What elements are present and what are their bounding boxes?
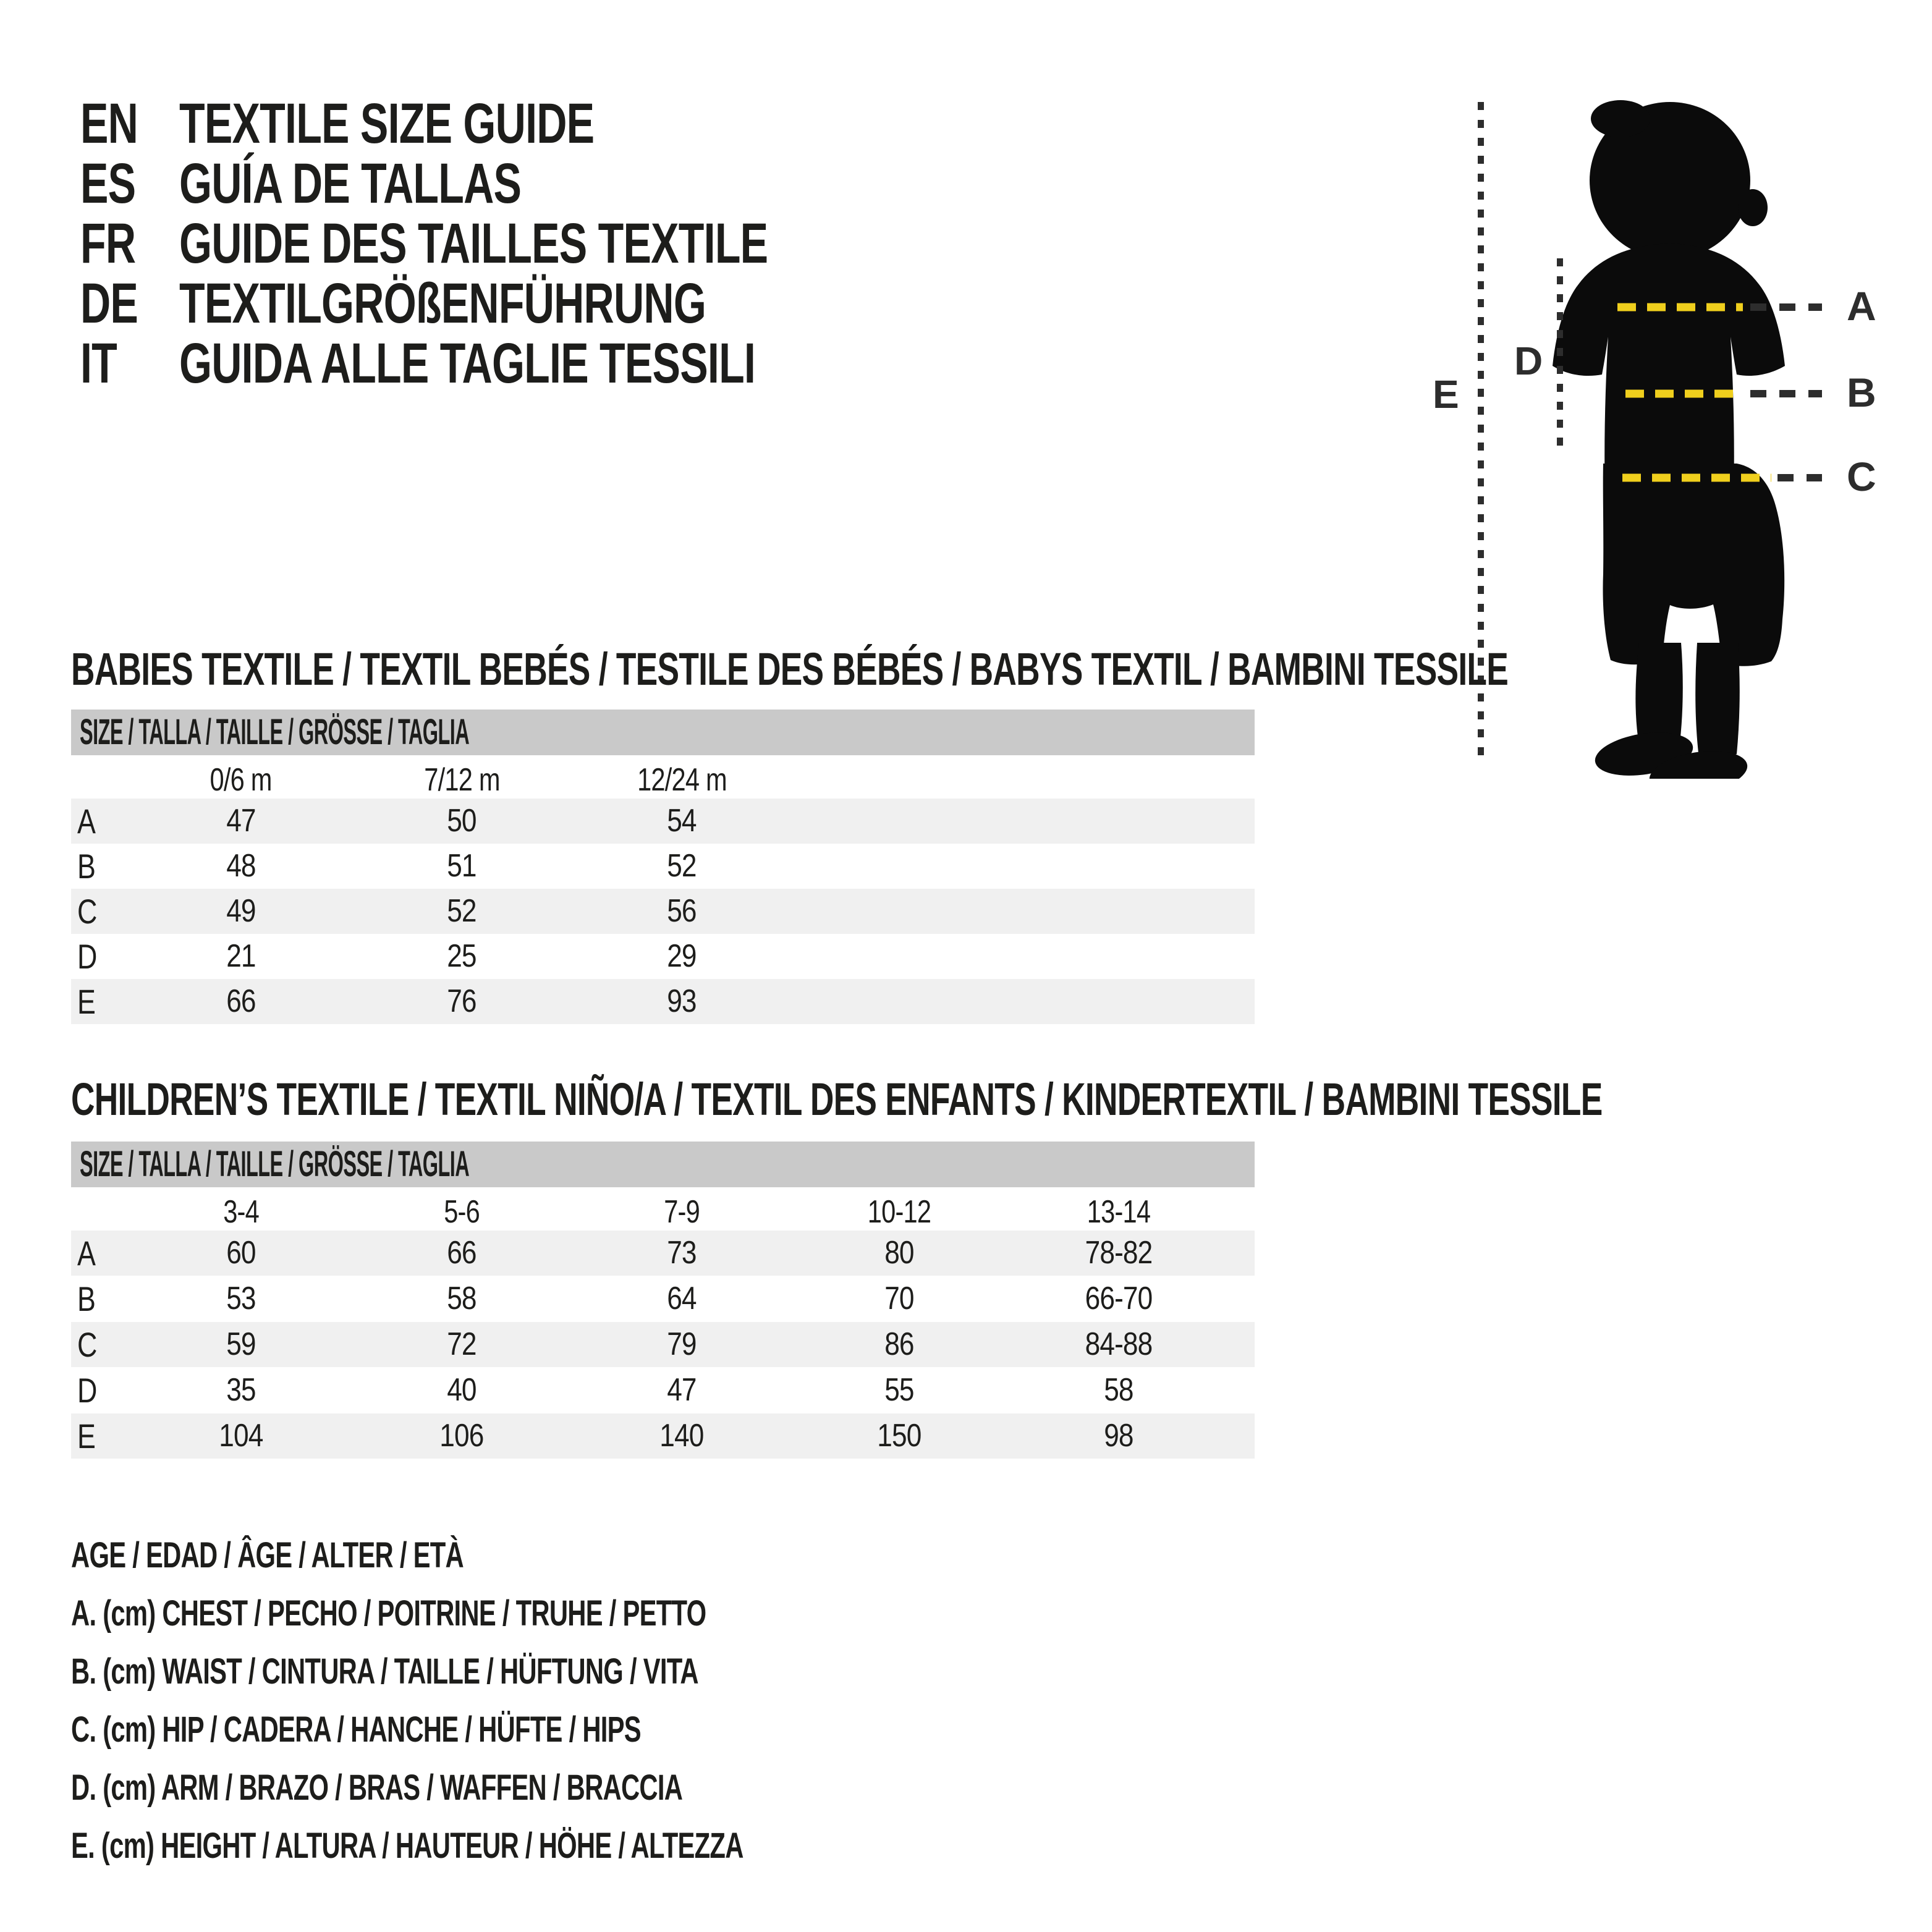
lang-title-es: GUÍA DE TALLAS <box>179 152 522 215</box>
cell-value: 40 <box>447 1372 477 1408</box>
table-row <box>71 1322 1255 1367</box>
cell-value: 50 <box>447 803 477 839</box>
cell-value: 25 <box>447 938 477 974</box>
table-row <box>71 844 1255 889</box>
lang-row-fr <box>80 214 1007 274</box>
cell-value: 140 <box>659 1418 704 1454</box>
cell-value: 86 <box>884 1326 914 1362</box>
lang-row-it <box>80 334 1007 394</box>
table-row <box>71 1231 1255 1276</box>
cell-value: 72 <box>447 1326 477 1362</box>
measure-label-b: B <box>1847 370 1876 415</box>
lang-row-en <box>80 94 1007 154</box>
legend-chest: A. (cm) CHEST / PECHO / POITRINE / TRUHE / PETTO <box>71 1593 706 1633</box>
row-label: A <box>77 1234 96 1273</box>
measure-label-c: C <box>1847 454 1876 499</box>
children-col-0: 3-4 <box>223 1194 259 1230</box>
table-row <box>71 1368 1255 1413</box>
children-size-header: SIZE / TALLA / TAILLE / GRÖSSE / TAGLIA <box>80 1144 470 1184</box>
children-col-3: 10-12 <box>867 1194 931 1230</box>
babies-column-header-row <box>71 761 1255 799</box>
lang-row-es <box>80 154 1007 214</box>
table-row <box>71 934 1255 979</box>
children-section-title-wrap <box>71 1074 1932 1125</box>
children-col-1: 5-6 <box>444 1194 480 1230</box>
cell-value: 78-82 <box>1085 1235 1153 1271</box>
row-label: C <box>77 892 97 931</box>
lang-code-en: EN <box>80 92 138 155</box>
babies-size-header: SIZE / TALLA / TAILLE / GRÖSSE / TAGLIA <box>80 712 470 752</box>
cell-value: 47 <box>226 803 256 839</box>
cell-value: 52 <box>667 848 697 884</box>
legend-hip: C. (cm) HIP / CADERA / HANCHE / HÜFTE / HIPS <box>71 1710 641 1750</box>
lang-title-it: GUIDA ALLE TAGLIE TESSILI <box>179 332 756 395</box>
table-row <box>71 1276 1255 1321</box>
legend-age: AGE / EDAD / ÂGE / ALTER / ETÀ <box>71 1535 464 1575</box>
row-label: B <box>77 847 96 886</box>
measure-label-e: E <box>1433 372 1459 417</box>
row-label: E <box>77 982 96 1021</box>
lang-code-fr: FR <box>80 212 136 275</box>
row-label: C <box>77 1325 97 1364</box>
cell-value: 58 <box>1104 1372 1133 1408</box>
cell-value: 52 <box>447 893 477 929</box>
cell-value: 58 <box>447 1281 477 1316</box>
cell-value: 106 <box>439 1418 484 1454</box>
row-label: D <box>77 937 97 976</box>
cell-value: 54 <box>667 803 697 839</box>
cell-value: 29 <box>667 938 697 974</box>
children-column-header-row <box>71 1193 1255 1231</box>
legend-height: E. (cm) HEIGHT / ALTURA / HAUTEUR / HÖHE / ALTEZZA <box>71 1826 744 1866</box>
babies-col-0: 0/6 m <box>210 762 273 798</box>
cell-value: 55 <box>884 1372 914 1408</box>
children-size-header-bar <box>71 1142 1255 1187</box>
children-col-2: 7-9 <box>664 1194 700 1230</box>
cell-value: 66 <box>447 1235 477 1271</box>
cell-value: 79 <box>667 1326 697 1362</box>
cell-value: 66 <box>226 983 256 1019</box>
row-label: D <box>77 1371 97 1410</box>
babies-size-header-bar <box>71 710 1255 755</box>
cell-value: 150 <box>877 1418 922 1454</box>
cell-value: 47 <box>667 1372 697 1408</box>
row-label: E <box>77 1417 96 1455</box>
lang-title-de: TEXTILGRÖßENFÜHRUNG <box>179 272 706 335</box>
lang-title-en: TEXTILE SIZE GUIDE <box>179 92 595 155</box>
cell-value: 80 <box>884 1235 914 1271</box>
measure-label-a: A <box>1847 283 1876 329</box>
cell-value: 64 <box>667 1281 697 1316</box>
cell-value: 104 <box>219 1418 263 1454</box>
children-section-title: CHILDREN’S TEXTILE / TEXTIL NIÑO/A / TEXTIL DES ENFANTS / KINDERTEXTIL / BAMBINI TESSILE <box>71 1074 1603 1125</box>
lang-code-de: DE <box>80 272 138 335</box>
babies-section-title-wrap <box>71 643 1932 695</box>
table-row <box>71 979 1255 1024</box>
cell-value: 73 <box>667 1235 697 1271</box>
legend-arm: D. (cm) ARM / BRAZO / BRAS / WAFFEN / BRACCIA <box>71 1768 683 1808</box>
legend-waist: B. (cm) WAIST / CINTURA / TAILLE / HÜFTUNG / VITA <box>71 1651 698 1692</box>
cell-value: 35 <box>226 1372 256 1408</box>
cell-value: 59 <box>226 1326 256 1362</box>
row-label: B <box>77 1279 96 1318</box>
row-label: A <box>77 802 96 841</box>
cell-value: 93 <box>667 983 697 1019</box>
cell-value: 66-70 <box>1085 1281 1153 1316</box>
lang-row-de <box>80 274 1007 334</box>
table-row <box>71 799 1255 844</box>
cell-value: 60 <box>226 1235 256 1271</box>
cell-value: 84-88 <box>1085 1326 1153 1362</box>
cell-value: 51 <box>447 848 477 884</box>
lang-code-it: IT <box>80 332 117 395</box>
cell-value: 76 <box>447 983 477 1019</box>
babies-col-1: 7/12 m <box>423 762 500 798</box>
babies-section-title: BABIES TEXTILE / TEXTIL BEBÉS / TESTILE DES BÉBÉS / BABYS TEXTIL / BAMBINI TESSILE <box>71 643 1509 695</box>
table-row <box>71 889 1255 934</box>
measure-label-d: D <box>1514 339 1543 383</box>
cell-value: 48 <box>226 848 256 884</box>
lang-title-fr: GUIDE DES TAILLES TEXTILE <box>179 212 768 275</box>
cell-value: 98 <box>1104 1418 1133 1454</box>
cell-value: 21 <box>226 938 256 974</box>
table-row <box>71 1413 1255 1459</box>
cell-value: 49 <box>226 893 256 929</box>
children-col-4: 13-14 <box>1087 1194 1151 1230</box>
cell-value: 53 <box>226 1281 256 1316</box>
cell-value: 70 <box>884 1281 914 1316</box>
lang-code-es: ES <box>80 152 136 215</box>
babies-col-2: 12/24 m <box>637 762 727 798</box>
cell-value: 56 <box>667 893 697 929</box>
